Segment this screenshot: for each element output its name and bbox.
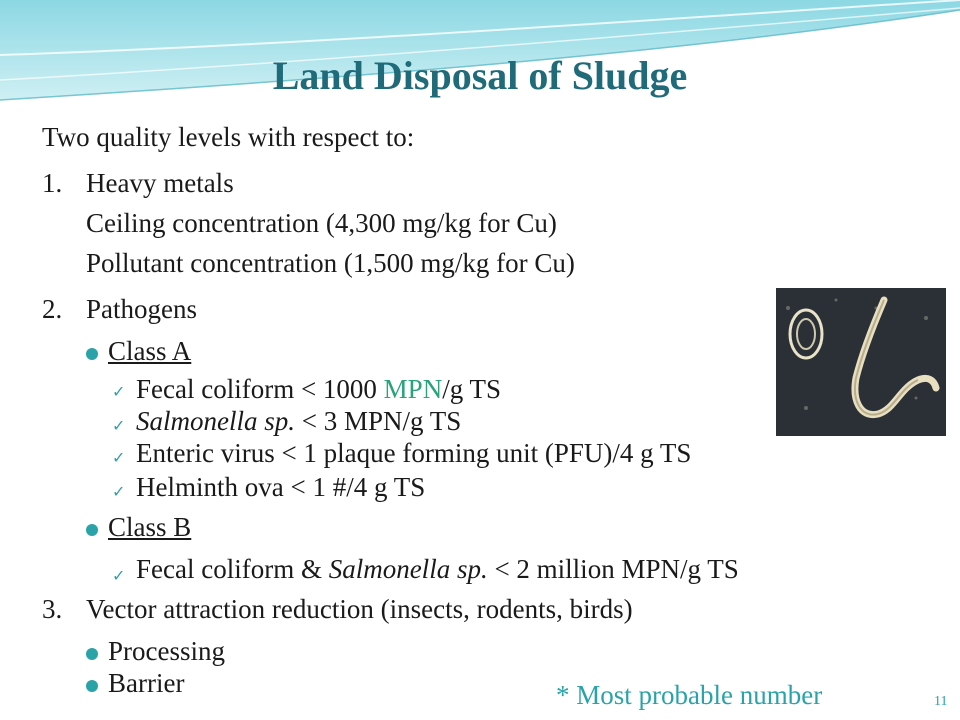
ceiling-concentration: Ceiling concentration (4,300 mg/kg for Cu)	[86, 208, 557, 238]
intro-text: Two quality levels with respect to:	[42, 122, 415, 152]
class-b-fecal: Fecal coliform & Salmonella sp. < 2 million MPN/g TS	[136, 554, 739, 584]
class-b-label: Class B	[108, 512, 192, 542]
checkmark-icon: ✓	[112, 416, 126, 435]
class-a-salmonella: Salmonella sp. < 3 MPN/g TS	[136, 406, 462, 436]
bullet-icon	[86, 680, 98, 692]
item-1-number: 1.	[42, 168, 63, 198]
checkmark-icon: ✓	[112, 382, 126, 401]
class-a-enteric: Enteric virus < 1 plaque forming unit (PFU)/4 g TS	[136, 438, 692, 468]
slide-title: Land Disposal of Sludge	[272, 53, 688, 98]
item-2-label: Pathogens	[86, 294, 197, 324]
class-a-label: Class A	[108, 336, 192, 366]
class-a-helminth: Helminth ova < 1 #/4 g TS	[136, 472, 426, 502]
checkmark-icon: ✓	[112, 482, 126, 501]
footnote: * Most probable number	[556, 680, 823, 710]
item-3-number: 3.	[42, 594, 63, 624]
bullet-icon	[86, 524, 98, 536]
class-a-fecal: Fecal coliform < 1000 MPN/g TS	[136, 374, 501, 404]
item-1-label: Heavy metals	[86, 168, 234, 198]
item-2-number: 2.	[42, 294, 63, 324]
bullet-icon	[86, 348, 98, 360]
checkmark-icon: ✓	[112, 566, 126, 585]
barrier-label: Barrier	[108, 668, 185, 698]
processing-label: Processing	[108, 636, 225, 666]
helminth-micrograph	[776, 288, 946, 436]
checkmark-icon: ✓	[112, 448, 126, 467]
page-number: 11	[934, 694, 948, 709]
item-3-label: Vector attraction reduction (insects, rodents, birds)	[86, 594, 633, 624]
bullet-icon	[86, 648, 98, 660]
mpn-term: MPN	[383, 374, 443, 404]
pollutant-concentration: Pollutant concentration (1,500 mg/kg for Cu)	[86, 248, 575, 278]
